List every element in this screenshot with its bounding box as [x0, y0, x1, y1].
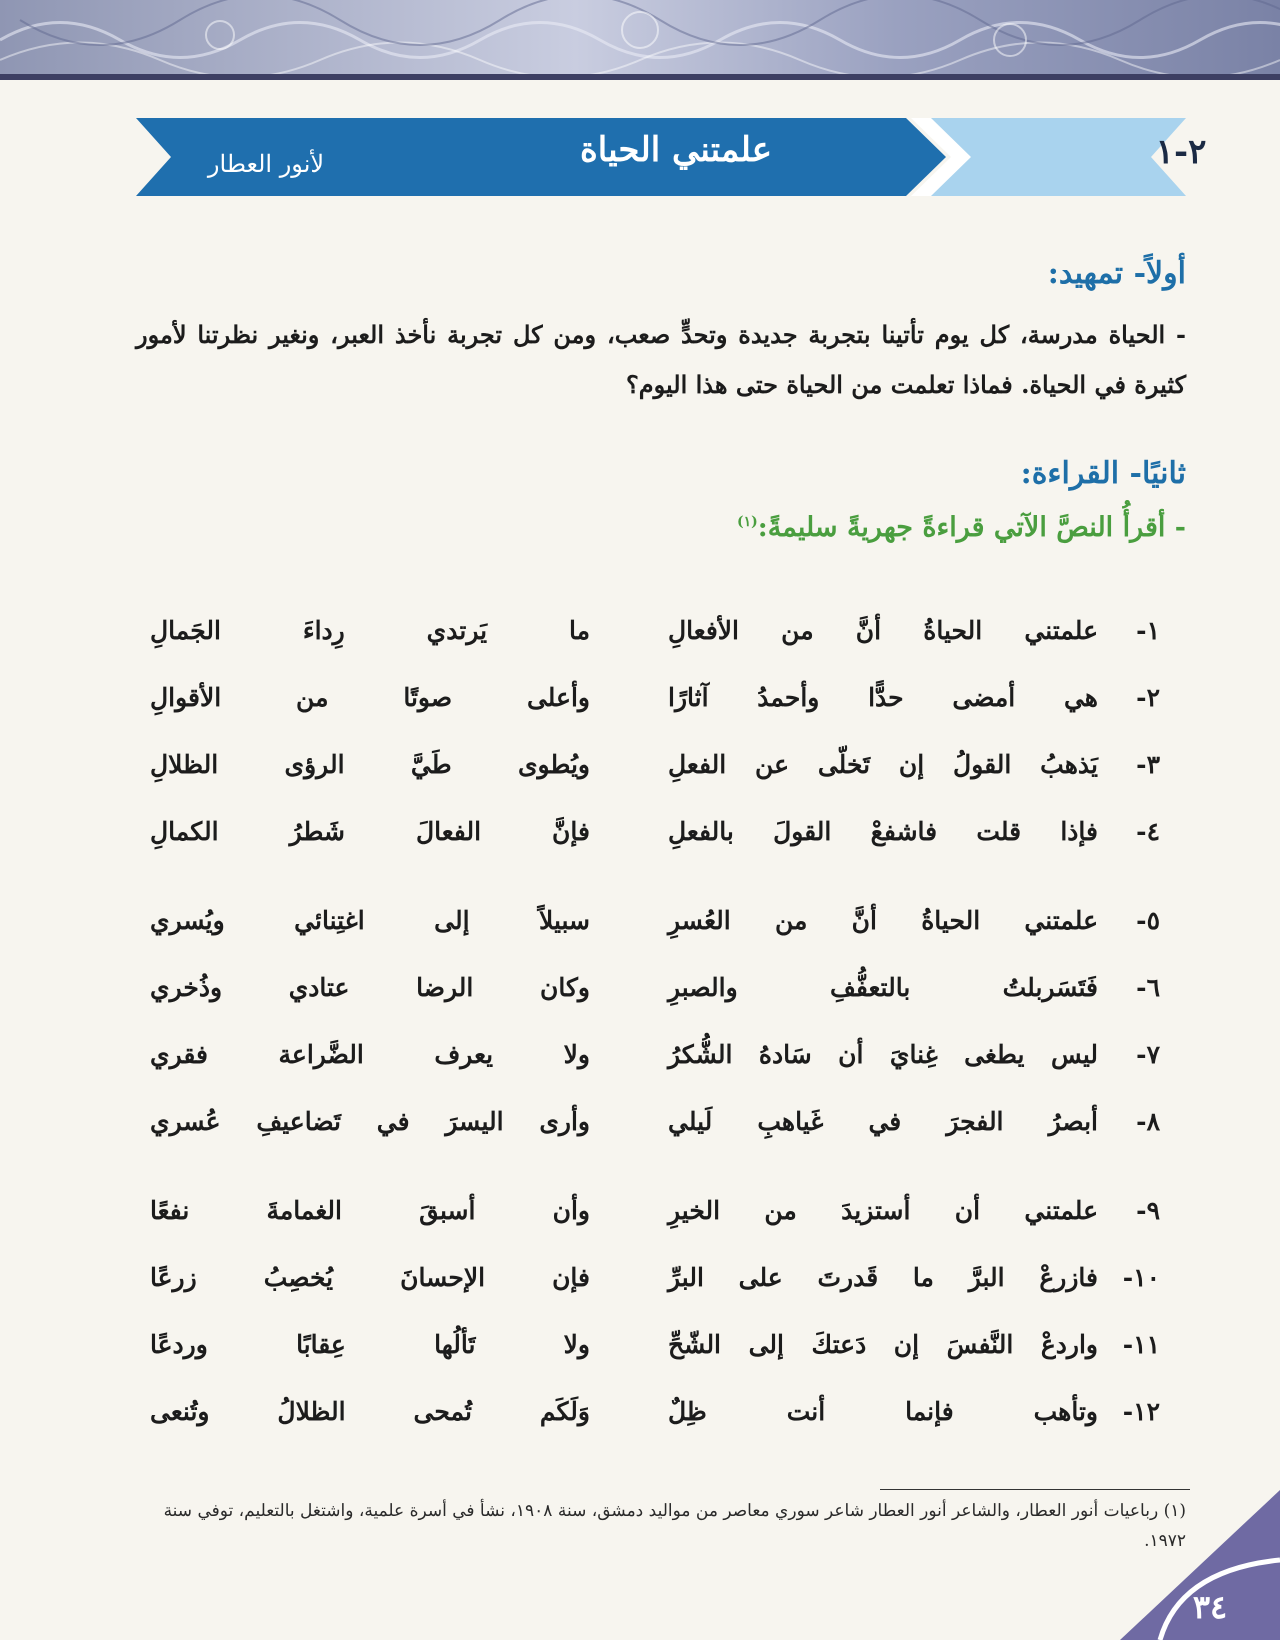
verse-number: ٦-: [1136, 973, 1160, 1002]
verse-number: ٨-: [1136, 1107, 1160, 1136]
verse-second-hemistich: وكان الرضا عتادي وذُخري: [150, 973, 590, 1002]
verse-number: ٢-: [1136, 683, 1160, 712]
verse-first-hemistich: واردعْ النَّفسَ إن دَعتكَ إلى الشّحِّ: [668, 1330, 1098, 1359]
verse-second-hemistich: فإنَّ الفعالَ شَطرُ الكمالِ: [150, 817, 590, 846]
verse-second-hemistich: سبيلاً إلى اغتِنائي ويُسري: [150, 906, 590, 935]
footnote: (١) رباعيات أنور العطار، والشاعر أنور العطار شاعر سوري معاصر من مواليد دمشق، سنة ١٩٠٨، نشأ في أسرة علمية، واشتغل بالتعليم، توفي سنة ١٩٧٢.: [163, 1501, 1186, 1551]
reading-heading: ثانيًا- القراءة:: [1020, 456, 1186, 491]
poem-verse: [150, 683, 1160, 727]
poem-verse: [150, 1040, 1160, 1084]
poem-verse: [150, 906, 1160, 950]
verse-number: ١١-: [1122, 1330, 1160, 1359]
verse-number: ١-: [1136, 616, 1160, 645]
poem-verse: [150, 1330, 1160, 1374]
verse-number: ٧-: [1136, 1040, 1160, 1069]
poem-verse: [150, 616, 1160, 660]
reading-instruction: [737, 512, 1186, 543]
poem-verse: [150, 1107, 1160, 1151]
intro-heading: أولاً- تمهيد:: [1047, 256, 1186, 291]
verse-first-hemistich: أبصرُ الفجرَ في غَياهبِ لَيلي: [668, 1107, 1098, 1136]
verse-first-hemistich: فإذا قلت فاشفعْ القولَ بالفعلِ: [668, 817, 1098, 846]
decorative-header-band: [0, 0, 1280, 80]
verse-number: ٩-: [1136, 1196, 1160, 1225]
band-divider: [0, 74, 1280, 80]
lesson-title: علمتني الحياة: [579, 130, 773, 170]
poem-verse: [150, 1263, 1160, 1307]
instruction-text: - أقرأُ النصَّ الآتي قراءةً جهريةً سليمةً:: [757, 512, 1186, 543]
verse-second-hemistich: وأن أسبقَ الغمامةَ نفعًا: [150, 1196, 590, 1225]
verse-number: ٤-: [1136, 817, 1160, 846]
intro-paragraph: - الحياة مدرسة، كل يوم تأتينا بتجربة جديدة وتحدٍّ صعب، ومن كل تجربة نأخذ العبر، ونغير نظرتنا لأمور كثيرة في الحياة. فماذا تعلمت من الحياة حتى هذا اليوم؟: [136, 320, 1186, 399]
verse-first-hemistich: فَتَسَربلتُ بالتعفُّفِ والصبرِ: [668, 973, 1098, 1002]
verse-first-hemistich: يَذهبُ القولُ إن تَخلّى عن الفعلِ: [668, 750, 1098, 779]
verse-first-hemistich: علمتني الحياةُ أنَّ من العُسرِ: [668, 906, 1098, 935]
poem-verse: [150, 817, 1160, 861]
verse-second-hemistich: ويُطوى طَيَّ الرؤى الظلالِ: [150, 750, 590, 779]
verse-second-hemistich: ما يَرتدي رِداءَ الجَمالِ: [150, 616, 590, 645]
poem-verse: [150, 750, 1160, 794]
verse-number: ١٢-: [1122, 1397, 1160, 1426]
poem-verse: [150, 1196, 1160, 1240]
verse-first-hemistich: علمتني الحياةُ أنَّ من الأفعالِ: [668, 616, 1098, 645]
verse-second-hemistich: وَلَكَم تُمحى الظلالُ وتُنعى: [150, 1397, 590, 1426]
verse-second-hemistich: وأرى اليسرَ في تَضاعيفِ عُسري: [150, 1107, 590, 1136]
verse-number: ٣-: [1136, 750, 1160, 779]
verse-second-hemistich: ولا يعرف الضَّراعة فقري: [150, 1040, 590, 1069]
poem-verse: [150, 973, 1160, 1017]
verse-first-hemistich: علمتني أن أستزيدَ من الخيرِ: [668, 1196, 1098, 1225]
verse-second-hemistich: فإن الإحسانَ يُخصِبُ زرعًا: [150, 1263, 590, 1292]
verse-second-hemistich: وأعلى صوتًا من الأقوالِ: [150, 683, 590, 712]
lesson-title-banner: [136, 118, 1207, 196]
calligraphy-pattern: [0, 0, 1280, 80]
verse-number: ١٠-: [1122, 1263, 1160, 1292]
verse-first-hemistich: فازرعْ البرَّ ما قَدرتَ على البرِّ: [668, 1263, 1098, 1292]
verse-first-hemistich: وتأهب فإنما أنت ظِلٌ: [668, 1397, 1098, 1426]
footnote-marker: (١): [737, 514, 758, 530]
lesson-number: ٢-١: [1155, 132, 1207, 172]
verse-second-hemistich: ولا تَألُها عِقابًا وردعًا: [150, 1330, 590, 1359]
verse-first-hemistich: ليس يطغى غِنايَ أن سَادهُ الشُّكرُ: [668, 1040, 1098, 1069]
poem-verse: [150, 1397, 1160, 1441]
lesson-author: لأنور العطار: [207, 150, 325, 178]
page-number: ٣٤: [1192, 1588, 1228, 1626]
verse-number: ٥-: [1136, 906, 1160, 935]
verse-first-hemistich: هي أمضى حدًّا وأحمدُ آثارًا: [668, 683, 1098, 712]
